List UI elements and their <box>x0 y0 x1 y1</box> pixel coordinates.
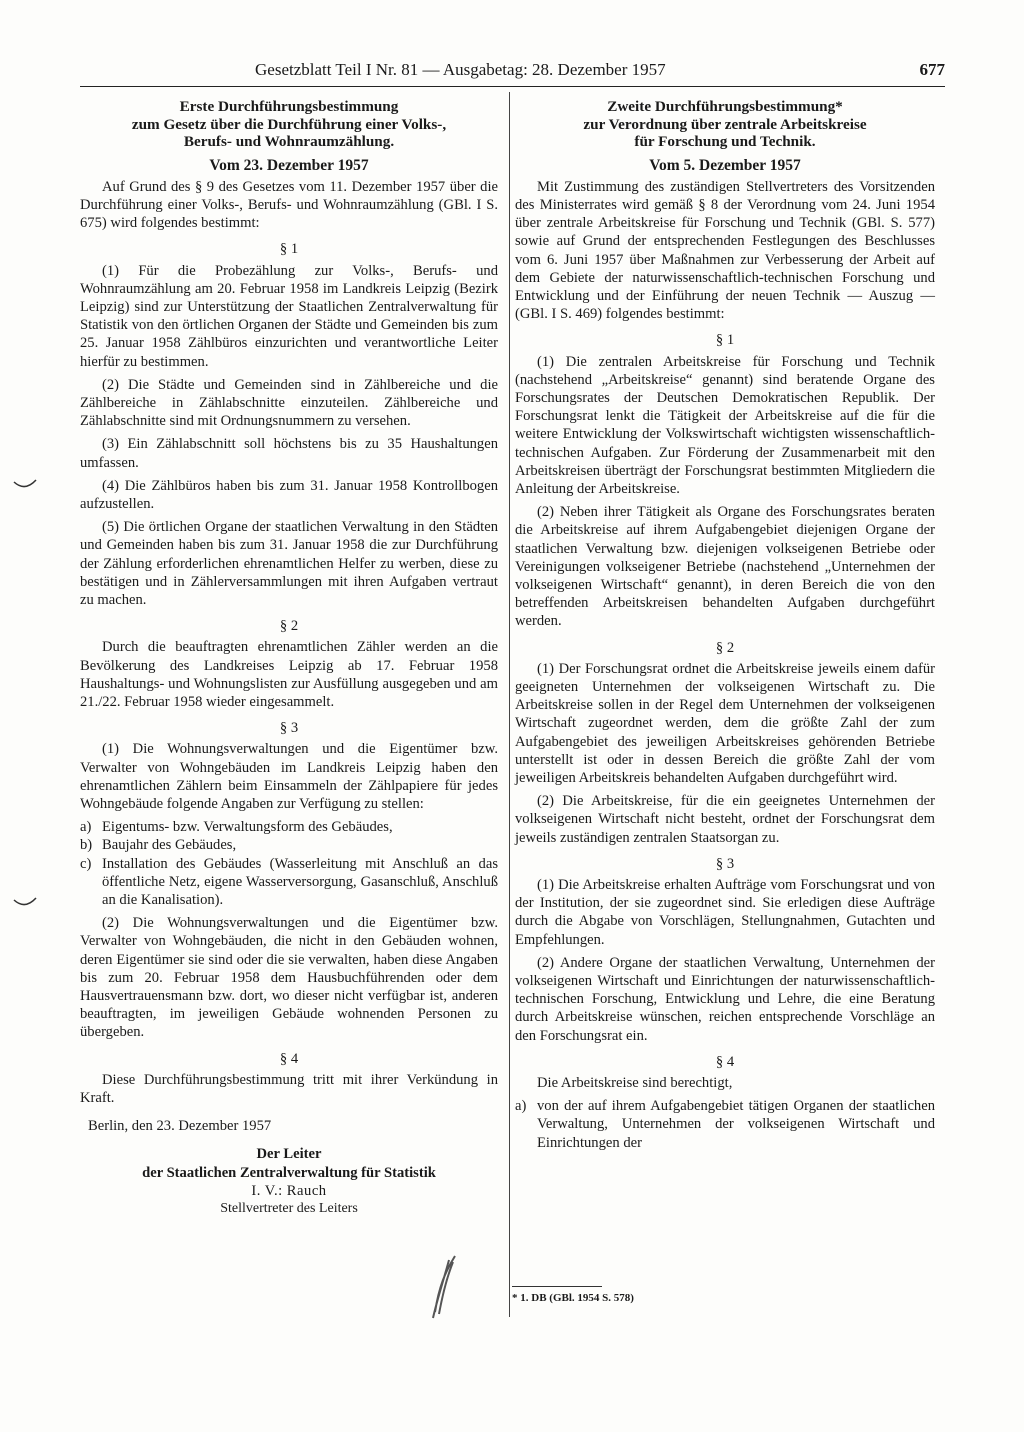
signature-name: I. V.: Rauch <box>251 1182 327 1199</box>
signature-title: der Staatlichen Zentralverwaltung für Statistik <box>142 1164 436 1181</box>
right-column <box>515 98 935 1157</box>
left-date: Vom 23. Dezember 1957 <box>209 156 369 174</box>
left-paragraph: (5) Die örtlichen Organe der staatlichen Verwaltung in den Städten und Gemeinden haben bis zum 31. Januar 1958 die zur Durchführung der Zählung erforderlichen ehrenamtlichen Helfer zu werben, diese zu bestätigen und in Zählerversammlungen mit ihren Aufgaben vertraut zu machen. <box>80 519 498 608</box>
right-title-line: für Forschung und Technik. <box>634 133 816 150</box>
page-number: 677 <box>919 60 945 79</box>
right-paragraph: (2) Neben ihrer Tätigkeit als Organe des Forschungsrates beraten die Arbeitskreise auf ihrem Aufgabengebiet diejenigen Organe der staatlichen Verwaltung bzw. diejenigen volkseigenen Betriebe oder Vereinigungen volkseigener Betriebe (nachstehend „Unternehmen der volkseigenen Wirtschaft“ genannt), in deren Bereich die von den betreffenden Arbeitskreisen behandelten Aufgaben durchgeführt werden. <box>515 504 935 630</box>
page-header <box>80 60 945 87</box>
left-column <box>80 98 498 1218</box>
right-list <box>515 1097 935 1152</box>
signature-role: Stellvertreter des Leiters <box>220 1201 358 1217</box>
left-title-line: Erste Durchführungsbestimmung <box>179 98 399 115</box>
left-paragraph: (3) Ein Zählabschnitt soll höchstens bis zu 35 Haushaltungen umfassen. <box>80 436 498 471</box>
list-marker: c) <box>80 855 92 872</box>
list-text: Eigentums- bzw. Verwaltungsform des Gebäudes, <box>102 819 393 836</box>
left-paragraph: (2) Die Wohnungsverwaltungen und die Eigentümer bzw. Verwalter von Wohngebäuden, die nicht in den Gebäuden wohnen, deren Eigentümer sie sind oder die sie verwalten, haben diese Angaben bis zum 20. Februar 1958 dem Hausbuchführenden oder dem Hausvertrauensmann bzw. dort, wo dieser nicht verfügbar ist, anderen beauftragten, im jeweiligen Gebäude wohnenden Personen zu übergeben. <box>80 915 498 1041</box>
list-item <box>80 818 498 836</box>
right-intro: Mit Zustimmung des zuständigen Stellvertreters des Vorsitzenden des Ministerrates wird gemäß § 8 der Verordnung vom 24. Juni 1954 über zentrale Arbeitskreise für Forschung und Technik (GBl. S. 577) sowie auf Grund der entsprechenden Festlegungen des Beschlusses vom 6. Juni 1957 über Maßnahmen zur Verbesserung der Arbeit auf dem Gebiete der naturwissenschaftlich-technischen Forschung und Entwicklung und der Einführung der neuen Technik — Auszug — (GBl. I S. 469) folgendes bestimmt: <box>515 178 935 323</box>
right-paragraph: (1) Der Forschungsrat ordnet die Arbeitskreise jeweils einem dafür geeigneten Unternehmen der volkseigenen Wirtschaft zu. Die Arbeitskreise sollen in der Regel dem Unternehmen der volkseigenen Wirtschaft zugeordnet werden, dem die größte Zahl der zum Aufgabengebiet des jeweiligen Arbeitskreises gehörenden Betriebe unterstellt ist oder in dessen Bereich die größte Zahl der vom jeweiligen Arbeitskreis behandelten Aufgaben durchgeführt wird. <box>515 660 935 786</box>
list-text: von der auf ihrem Aufgabengebiet tätigen Organen der staatlichen Verwaltung, Unternehmen der volkseigenen Wirtschaft und Einrichtungen der <box>537 1098 935 1151</box>
left-title-line: zum Gesetz über die Durchführung einer Volks-, <box>131 115 447 133</box>
list-marker: b) <box>80 837 93 854</box>
list-text: Baujahr des Gebäudes, <box>102 837 237 854</box>
left-section-heading: § 4 <box>279 1050 299 1067</box>
header-title: Gesetzblatt Teil I Nr. 81 — Ausgabetag: 28. Dezember 1957 <box>255 60 666 79</box>
signature-title: Der Leiter <box>256 1146 322 1163</box>
left-section-heading: § 2 <box>279 618 299 635</box>
right-paragraph: Die Arbeitskreise sind berechtigt, <box>537 1075 733 1092</box>
column-divider <box>509 92 510 1317</box>
margin-mark-icon <box>12 478 38 492</box>
left-paragraph: (1) Die Wohnungsverwaltungen und die Eigentümer bzw. Verwalter von Wohngebäuden im Landkreis Leipzig haben den ehrenamtlichen Zählern beim Einsammeln der Zählpapiere für jedes Wohngebäude folgende Angaben zur Verfügung zu stellen: <box>80 741 498 812</box>
left-section-heading: § 1 <box>279 241 299 258</box>
right-paragraph: (1) Die Arbeitskreise erhalten Aufträge vom Forschungsrat und von der Institution, der sie zugeordnet sind. Sie erledigen diese Aufträge durch die Abgabe von Vorschlägen, Stellungnahmen, Gutachten und Empfehlungen. <box>515 877 935 948</box>
right-section-heading: § 1 <box>715 332 735 349</box>
right-paragraph: (1) Die zentralen Arbeitskreise für Forschung und Technik (nachstehend „Arbeitskreise“ genannt) sind beratende Organe des Forschungsrates der Deutschen Demokratischen Republik. Der Forschungsrat lenkt die Tätigkeit der Arbeitskreise auf die für die weitere Entwicklung der Volkswirtschaft wichtigsten wissenschaftlich-technischen Aufgaben. Zur Förderung der Zusammenarbeit mit den Arbeitskreisen überträgt der Forschungsrat bestimmten Mitgliedern die Anleitung der Arbeitskreise. <box>515 353 935 497</box>
list-item <box>515 1097 935 1152</box>
left-title <box>80 98 498 151</box>
right-title-line: zur Verordnung über zentrale Arbeitskreise <box>583 115 867 133</box>
left-paragraph: (4) Die Zählbüros haben bis zum 31. Januar 1958 Kontrollbogen aufzustellen. <box>80 477 498 512</box>
margin-mark-icon <box>12 896 38 910</box>
place-date: Berlin, den 23. Dezember 1957 <box>88 1118 272 1135</box>
list-marker: a) <box>80 819 92 836</box>
left-paragraph: Diese Durchführungsbestimmung tritt mit ihrer Verkündung in Kraft. <box>80 1071 498 1107</box>
left-paragraph: Durch die beauftragten ehrenamtlichen Zähler werden an die Bevölkerung des Landkreises Leipzig ab 17. Februar 1958 Haushaltungs- und Wohnungslisten zur Ausfüllung ausgegeben und am 21./22. Februar 1958 wieder eingesammelt. <box>80 639 498 710</box>
left-section-heading: § 3 <box>279 720 299 737</box>
left-list <box>80 818 498 909</box>
right-section-heading: § 2 <box>715 639 735 656</box>
right-paragraph: (2) Die Arbeitskreise, für die ein geeignetes Unternehmen der volkseigenen Wirtschaft nicht besteht, ordnet der Forschungsrat dem jeweils zuständigen zentralen Staatsorgan zu. <box>515 793 935 846</box>
list-text: Installation des Gebäudes (Wasserleitung mit Anschluß an das öffentliche Netz, eigene Wasserversorgung, Gasanschluß, Anschluß an die Kanalisation). <box>102 855 498 909</box>
right-title <box>515 98 935 151</box>
footnote: * 1. DB (GBl. 1954 S. 578) <box>512 1292 634 1304</box>
left-paragraph: (1) Für die Probezählung zur Volks-, Berufs- und Wohnraumzählung am 20. Februar 1958 im Landkreis Leipzig (Bezirk Leipzig) sind zur Unterstützung der Staatlichen Zentralverwaltung für Statistik von den örtlichen Organen der Städte und Gemeinden bis zum 25. Januar 1958 Zählbüros einzurichten und verantwortliche Leiter hierfür zu bestimmen. <box>80 262 498 370</box>
signature-block <box>80 1145 498 1218</box>
handwritten-signature-icon <box>425 1252 467 1322</box>
right-section-heading: § 3 <box>715 855 735 872</box>
right-section-heading: § 4 <box>715 1053 735 1070</box>
list-item <box>80 836 498 854</box>
left-intro: Auf Grund des § 9 des Gesetzes vom 11. Dezember 1957 über die Durchführung einer Volks-, Berufs- und Wohnraumzählung (GBl. I S. 675) wird folgendes bestimmt: <box>80 178 498 232</box>
right-title-line: Zweite Durchführungsbestimmung* <box>607 98 843 115</box>
list-item <box>80 855 498 910</box>
right-date: Vom 5. Dezember 1957 <box>649 156 801 174</box>
list-marker: a) <box>515 1098 527 1115</box>
left-paragraph: (2) Die Städte und Gemeinden sind in Zählbereiche und die Zählbereiche in Zählabschnitte einzuteilen. Zählbereiche und Zählabschnitte sind mit Ordnungsnummern zu versehen. <box>80 376 498 430</box>
left-title-line: Berufs- und Wohnraumzählung. <box>183 133 395 150</box>
footnote-divider <box>512 1286 602 1287</box>
right-paragraph: (2) Andere Organe der staatlichen Verwaltung, Unternehmen der volkseigenen Wirtschaft und Einrichtungen der naturwissenschaftlich-technischen Forschung, Entwicklung und Lehre, die eine Beratung durch Arbeitskreise wünschen, reichen entsprechende Vorschläge an den Forschungsrat ein. <box>515 954 935 1044</box>
